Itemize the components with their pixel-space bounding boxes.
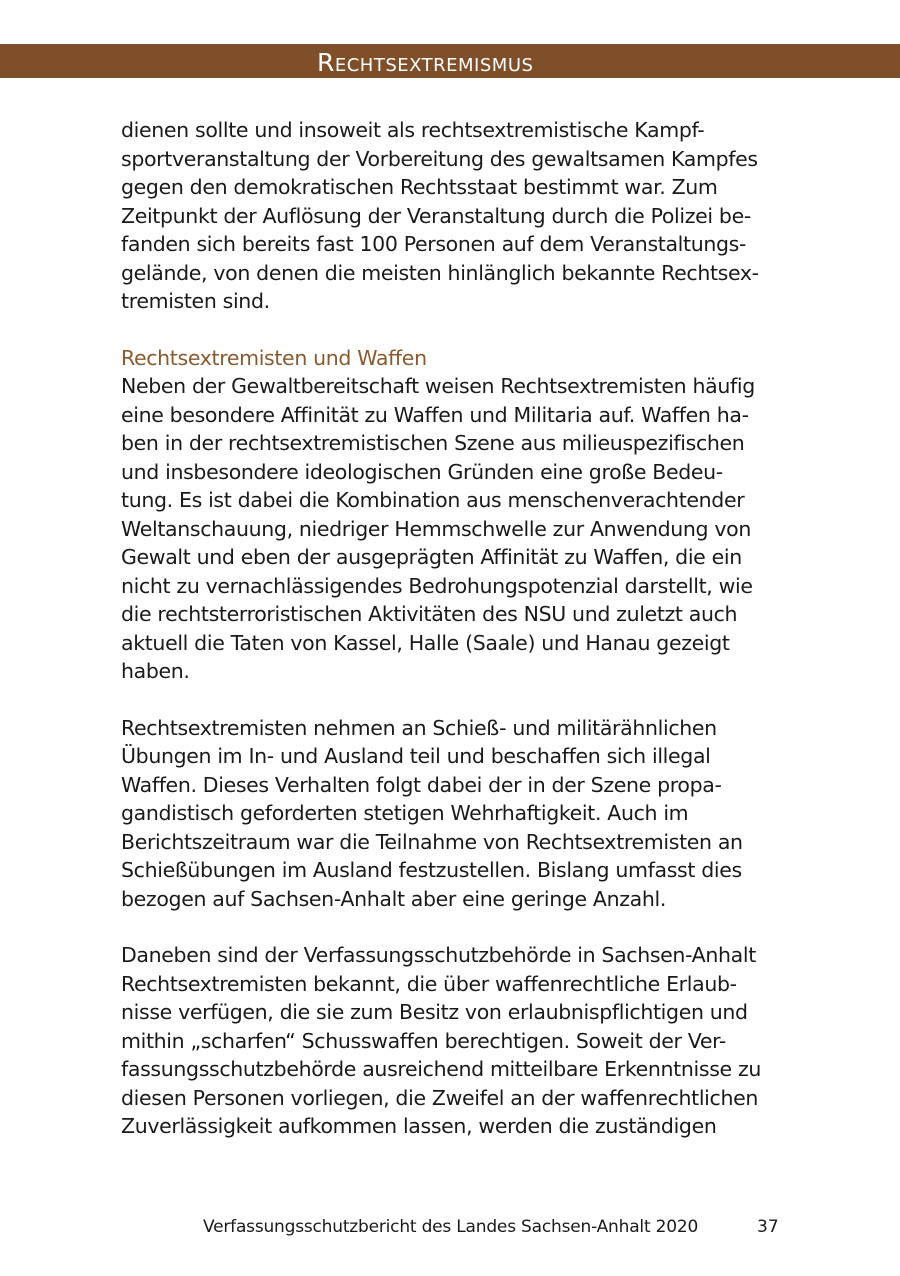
text-line: Zeitpunkt der Auflösung der Veranstaltung durch die Polizei be- (121, 203, 751, 228)
text-line: gandistisch geforderten stetigen Wehrhaftigkeit. Auch im (121, 801, 689, 825)
text-line: Waffen. Dieses Verhalten folgt dabei der in der Szene propa- (121, 772, 722, 797)
text-line: fanden sich bereits fast 100 Personen auf dem Veranstaltungs- (121, 232, 747, 256)
section-title: Rechtsextremismus (317, 48, 534, 77)
page-number: 37 (757, 1217, 779, 1237)
text-line: diesen Personen vorliegen, die Zweifel an der waffenrechtlichen (121, 1085, 758, 1110)
text-line: Übungen im In- und Ausland teil und beschaffen sich illegal (121, 744, 711, 768)
text-line: fassungsschutzbehörde ausreichend mitteilbare Erkenntnisse zu (121, 1057, 762, 1081)
text-line: Rechtsextremisten nehmen an Schieß- und militärähnlichen (121, 715, 717, 740)
text-line: gegen den demokratischen Rechtsstaat bestimmt war. Zum (121, 175, 718, 199)
text-line: Rechtsextremisten bekannt, die über waffenrechtliche Erlaub- (121, 971, 737, 996)
text-line: dienen sollte und insoweit als rechtsextremistische Kampf- (121, 118, 705, 142)
text-line: Daneben sind der Verfassungsschutzbehörde in Sachsen-Anhalt (121, 943, 756, 967)
text-line: ben in der rechtsextremistischen Szene aus milieuspezifischen (121, 431, 745, 455)
text-line: nisse verfügen, die sie zum Besitz von erlaubnispflichtigen und (121, 1000, 748, 1024)
text-line: bezogen auf Sachsen-Anhalt aber eine geringe Anzahl. (121, 886, 667, 911)
text-line: die rechtsterroristischen Aktivitäten des NSU und zuletzt auch (121, 602, 738, 626)
text-line: Schießübungen im Ausland festzustellen. Bislang umfasst dies (121, 858, 742, 882)
paragraph-spacer (121, 686, 786, 714)
text-line: tung. Es ist dabei die Kombination aus menschenverachtender (121, 488, 745, 512)
paragraph-1 (121, 116, 786, 316)
paragraph-4 (121, 941, 786, 1141)
paragraph-2 (121, 372, 786, 686)
subheading: Rechtsextremisten und Waffen (121, 345, 427, 370)
text-line: eine besondere Affinität zu Waffen und Militaria auf. Waffen ha- (121, 402, 749, 427)
paragraph-spacer (121, 913, 786, 941)
text-line: Berichtszeitraum war die Teilnahme von Rechtsextremisten an (121, 829, 743, 854)
paragraph-spacer (121, 316, 786, 344)
text-line: haben. (121, 659, 190, 683)
footer-publication-title: Verfassungsschutzbericht des Landes Sachsen-Anhalt 2020 (203, 1217, 699, 1237)
text-line: Zuverlässigkeit aufkommen lassen, werden die zuständigen (121, 1114, 717, 1138)
text-line: Neben der Gewaltbereitschaft weisen Rechtsextremisten häufig (121, 374, 755, 398)
text-line: mithin „scharfen“ Schusswaffen berechtigen. Soweit der Ver- (121, 1028, 726, 1053)
text-line: Weltanschauung, niedriger Hemmschwelle zur Anwendung von (121, 516, 751, 541)
section-header-bar (0, 44, 900, 78)
text-line: sportveranstaltung der Vorbereitung des gewaltsamen Kampfes (121, 146, 758, 171)
text-line: Gewalt und eben der ausgeprägten Affinität zu Waffen, die ein (121, 545, 742, 569)
text-line: und insbesondere ideologischen Gründen eine große Bedeu- (121, 459, 723, 484)
text-line: gelände, von denen die meisten hinlänglich bekannte Rechtsex- (121, 260, 759, 285)
page-content (121, 116, 786, 1141)
paragraph-3 (121, 714, 786, 914)
text-line: nicht zu vernachlässigendes Bedrohungspotenzial darstellt, wie (121, 573, 753, 598)
text-line: aktuell die Taten von Kassel, Halle (Saale) und Hanau gezeigt (121, 630, 730, 655)
text-line: tremisten sind. (121, 289, 270, 313)
